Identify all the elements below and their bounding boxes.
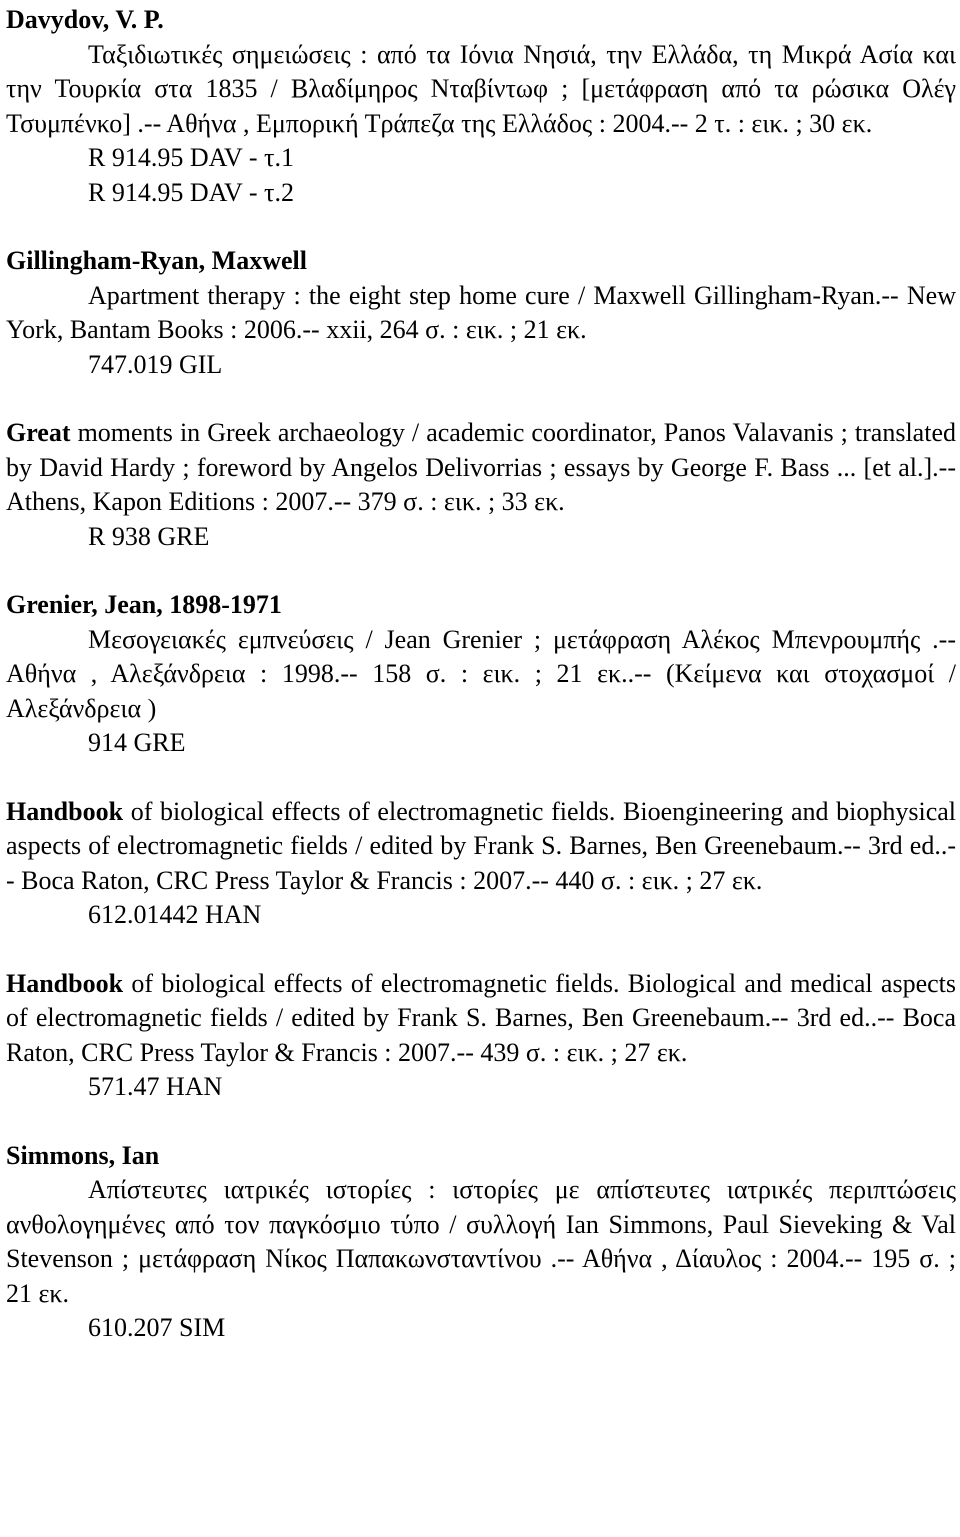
catalog-entry-grenier bbox=[6, 588, 956, 761]
catalog-entry-gillingham-ryan bbox=[6, 244, 956, 382]
catalog-entry-handbook-biological bbox=[6, 967, 956, 1105]
entry-author-heading: Davydov, V. P. bbox=[6, 5, 164, 34]
catalog-entry-handbook-bioengineering bbox=[6, 795, 956, 933]
entry-description: of biological effects of electromagnetic fields. Biological and medical aspects of electromagnetic fields / edited by Frank S. Barnes, Ben Greenebaum.-- 3rd ed..-- Boca Raton, CRC Press Taylor & Francis : 2007.-- 439 σ. : εικ. ; 27 εκ. bbox=[6, 968, 957, 1067]
entry-title-lead: Great bbox=[6, 418, 71, 447]
entry-description: Apartment therapy : the eight step home cure / Maxwell Gillingham-Ryan.-- New York, Bantam Books : 2006.-- xxii, 264 σ. : εικ. ; 21 εκ. bbox=[6, 280, 956, 344]
entry-title-lead: Handbook bbox=[6, 796, 124, 826]
entry-description: moments in Greek archaeology / academic coordinator, Panos Valavanis ; translated by David Hardy ; foreword by Angelos Delivorrias ; essays by George F. Bass ... [et al.].-- Athens, Kapon Editions : 2007.-- 379 σ. : εικ. ; 33 εκ. bbox=[6, 418, 956, 516]
entry-description: Μεσογειακές εμπνεύσεις / Jean Grenier ; μετάφραση Αλέκος Μπενρουμπής .-- Αθήνα , Αλεξάνδρεια : 1998.-- 158 σ. : εικ. ; 21 εκ..-- (Κείμενα και στοχασμοί / Αλεξάνδρεια ) bbox=[6, 624, 956, 723]
entry-call-number: 610.207 SIM bbox=[88, 1313, 226, 1342]
catalog-page bbox=[6, 3, 956, 1380]
entry-description: of biological effects of electromagnetic fields. Bioengineering and biophysical aspects of electromagnetic fields / edited by Frank S. Barnes, Ben Greenebaum.-- 3rd ed..-- Boca Raton, CRC Press Taylor & Francis : 2007.-- 440 σ. : εικ. ; 27 εκ. bbox=[6, 796, 956, 895]
entry-author-heading: Simmons, Ian bbox=[6, 1140, 160, 1170]
entry-description: Ταξιδιωτικές σημειώσεις : από τα Ιόνια Νησιά, την Ελλάδα, τη Μικρά Ασία και την Τουρκία στα 1835 / Βλαδίμηρος Νταβίντωφ ; [μετάφραση από τα ρώσικα Ολέγ Τσυμπένκο] .-- Αθήνα , Εμπορική Τράπεζα της Ελλάδος : 2004.-- 2 τ. : εικ. ; 30 εκ. bbox=[6, 39, 956, 138]
entry-call-number: R 914.95 DAV - τ.1 bbox=[88, 143, 294, 172]
entry-call-number: R 938 GRE bbox=[88, 521, 210, 551]
entry-title-lead: Handbook bbox=[6, 968, 124, 998]
entry-description-block bbox=[6, 416, 956, 520]
entry-call-number: R 914.95 DAV - τ.2 bbox=[88, 177, 294, 207]
catalog-entry-simmons bbox=[6, 1139, 956, 1346]
entry-author-heading: Gillingham-Ryan, Maxwell bbox=[6, 246, 307, 275]
entry-author-heading: Grenier, Jean, 1898-1971 bbox=[6, 590, 282, 619]
catalog-entry-great-moments bbox=[6, 416, 956, 554]
entry-call-number: 571.47 HAN bbox=[88, 1072, 223, 1101]
entry-call-number: 747.019 GIL bbox=[88, 349, 223, 379]
entry-call-number: 914 GRE bbox=[88, 728, 186, 757]
entry-call-number: 612.01442 HAN bbox=[88, 900, 262, 929]
entry-description-block bbox=[6, 967, 956, 1071]
catalog-entry-davydov bbox=[6, 3, 956, 210]
entry-description: Απίστευτες ιατρικές ιστορίες : ιστορίες με απίστευτες ιατρικές περιπτώσεις ανθολογημένες από τον παγκόσμιο τύπο / συλλογή Ian Simmons, Paul Sieveking & Val Stevenson ; μετάφραση Νίκος Παπακωνσταντίνου .-- Αθήνα , Δίαυλος : 2004.-- 195 σ. ; 21 εκ. bbox=[6, 1175, 956, 1308]
entry-description-block bbox=[6, 795, 956, 899]
